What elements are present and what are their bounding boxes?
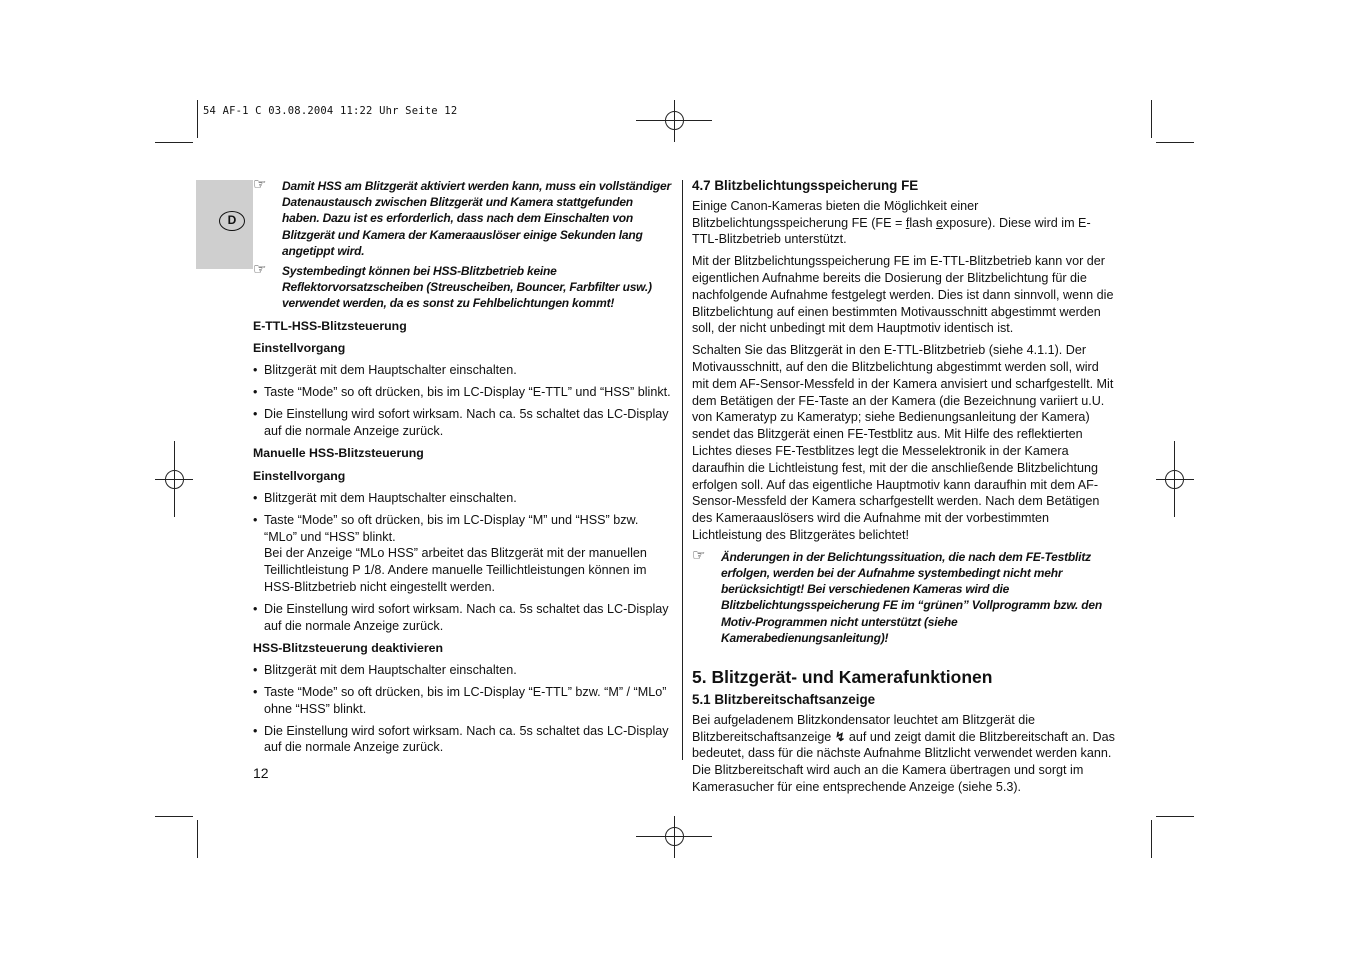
note-text: Damit HSS am Blitzgerät aktiviert werden kann, muss ein vollständiger Datenaustausch zwischen Blitzgerät und Kamera stattgefunden haben. Dazu ist es erforderlich, dass nach dem Einschalten von Blitzgerät und Kamera der Kameraauslöser einige Sekunden lang angetippt wird. — [282, 179, 671, 258]
left-column — [253, 178, 673, 761]
note — [253, 178, 673, 259]
list-item-text: • Taste “Mode” so oft drücken, bis im LC-Display “M” und “HSS” bzw. “MLo” und “HSS” blinkt. — [264, 512, 639, 544]
section-heading: Manuelle HSS-Blitzsteuerung — [253, 446, 424, 461]
list-item: • Blitzgerät mit dem Hauptschalter einschalten. — [253, 362, 673, 379]
print-slug: 54 AF-1 C 03.08.2004 11:22 Uhr Seite 12 — [203, 105, 458, 117]
language-badge: D — [219, 211, 245, 231]
subsection-heading: Einstellvorgang — [253, 341, 346, 356]
section-heading: HSS-Blitzsteuerung deaktivieren — [253, 641, 443, 656]
subsection-heading: Einstellvorgang — [253, 469, 346, 484]
paragraph: Mit der Blitzbelichtungsspeicherung FE im E-TTL-Blitzbetrieb kann vor der eigentlichen Aufnahme bereits die Dosierung der Blitzbelichtung für die nachfolgende Aufnahme festgelegt werden. Dies ist dann sinnvoll, wenn die Blitzbelichtung auf einen bestimmten Motivausschnitt abgestimmt werden soll, der nicht unbedingt mit dem Hauptmotiv identisch ist. — [692, 254, 1114, 336]
list-item: • Taste “Mode” so oft drücken, bis im LC-Display “E-TTL” bzw. “M” / “MLo” ohne “HSS” blinkt. — [253, 684, 673, 718]
pointing-hand-icon: ☞ — [692, 546, 706, 564]
note-text: Änderungen in der Belichtungssituation, die nach dem FE-Testblitz erfolgen, werden bei der Aufnahme systembedingt nicht mehr berücksichtigt! Bei verschiedenen Kameras wird die Blitzbelichtungsspeicherung FE im “grünen” Vollprogramm bzw. den Motiv-Programmen nicht unterstützt (siehe Kamerabedienungsanleitung)! — [721, 549, 1103, 645]
chapter-heading: 5. Blitzgerät- und Kamerafunktionen — [692, 666, 993, 687]
note-text: Systembedingt können bei HSS-Blitzbetrieb keine Reflektorvorsatzscheiben (Streuscheiben, Bouncer, Farbfilter usw.) verwendet werden, da es sonst zu Fehlbelichtungen kommt! — [282, 264, 652, 311]
page-number: 12 — [253, 765, 269, 781]
section-heading: E-TTL-HSS-Blitzsteuerung — [253, 318, 407, 333]
note — [253, 263, 673, 312]
column-divider — [682, 180, 683, 760]
crop-mark — [197, 100, 198, 138]
list-item: • Die Einstellung wird sofort wirksam. Nach ca. 5s schaltet das LC-Display auf die normale Anzeige zurück. — [253, 406, 673, 440]
paragraph: Bei aufgeladenem Blitzkondensator leuchtet am Blitzgerät die Blitzbereitschaftsanzeige ↯ auf und zeigt damit die Blitzbereitschaft an. Das bedeutet, dass für die nächste Aufnahme Blitzlicht verwendet werden kann. Die Blitzbereitschaft wird auch an die Kamera übertragen und sorgt im Kamerasucher für eine entsprechende Anzeige (siehe 5.3). — [692, 712, 1115, 794]
lightning-icon: ↯ — [834, 729, 846, 744]
crop-mark — [197, 820, 198, 858]
paragraph: Einige Canon-Kameras bieten die Möglichkeit einer Blitzbelichtungsspeicherung FE (FE = flash exposure). Diese wird im E-TTL-Blitzbetrieb unterstützt. — [692, 198, 1091, 247]
pointing-hand-icon: ☞ — [253, 261, 267, 279]
list-item: • Taste “Mode” so oft drücken, bis im LC-Display “E-TTL” und “HSS” blinkt. — [253, 384, 673, 401]
crop-mark — [155, 142, 193, 143]
section-heading: 4.7 Blitzbelichtungsspeicherung FE — [692, 178, 919, 193]
list-item-extra: Bei der Anzeige “MLo HSS” arbeitet das Blitzgerät mit der manuellen Teillichtleistung P 1/8. Andere manuelle Teillichtleistungen können im HSS-Blitzbetrieb nicht eingestellt werden. — [264, 546, 647, 594]
list-item: • Die Einstellung wird sofort wirksam. Nach ca. 5s schaltet das LC-Display auf die normale Anzeige zurück. — [253, 601, 673, 635]
note — [692, 546, 1116, 646]
crop-mark — [1156, 142, 1194, 143]
crop-mark — [1151, 820, 1152, 858]
crop-mark — [1156, 816, 1194, 817]
right-column — [692, 178, 1116, 801]
section-heading: 5.1 Blitzbereitschaftsanzeige — [692, 691, 876, 707]
list-item — [253, 512, 673, 596]
list-item: • Blitzgerät mit dem Hauptschalter einschalten. — [253, 490, 673, 507]
paragraph: Schalten Sie das Blitzgerät in den E-TTL-Blitzbetrieb (siehe 4.1.1). Der Motivausschnitt, auf den die Blitzbelichtung abgestimmt werden soll, wird mit dem AF-Sensor-Messfeld in der Kamera anvisiert und scharfgestellt. Mit dem Betätigen der FE-Taste an der Kamera (die Bezeichnung variiert u.U. von Kameratyp zu Kameratyp; siehe Bedienungsanleitung der Kamera) sendet das Blitzgerät einen FE-Testblitz aus. Mit Hilfe des reflektierten Lichtes dieses FE-Testblitzes legt die Messelektronik in der Kamera daraufhin die Lichtleistung fest, mit der die anschließende Blitzbelichtung erfolgen soll. Auf das eigentliche Hauptmotiv kann daraufhin mit dem AF-Sensor-Messfeld der Kamera scharfgestellt werden. Nach dem Betätigen des Kameraauslösers wird die Aufnahme mit der vorbestimmten Lichtleistung des Blitzgerätes belichtet! — [692, 343, 1114, 542]
crop-mark — [1151, 100, 1152, 138]
crop-mark — [155, 816, 193, 817]
pointing-hand-icon: ☞ — [253, 176, 267, 193]
list-item: • Die Einstellung wird sofort wirksam. Nach ca. 5s schaltet das LC-Display auf die normale Anzeige zurück. — [253, 723, 673, 757]
list-item: • Blitzgerät mit dem Hauptschalter einschalten. — [253, 662, 673, 679]
